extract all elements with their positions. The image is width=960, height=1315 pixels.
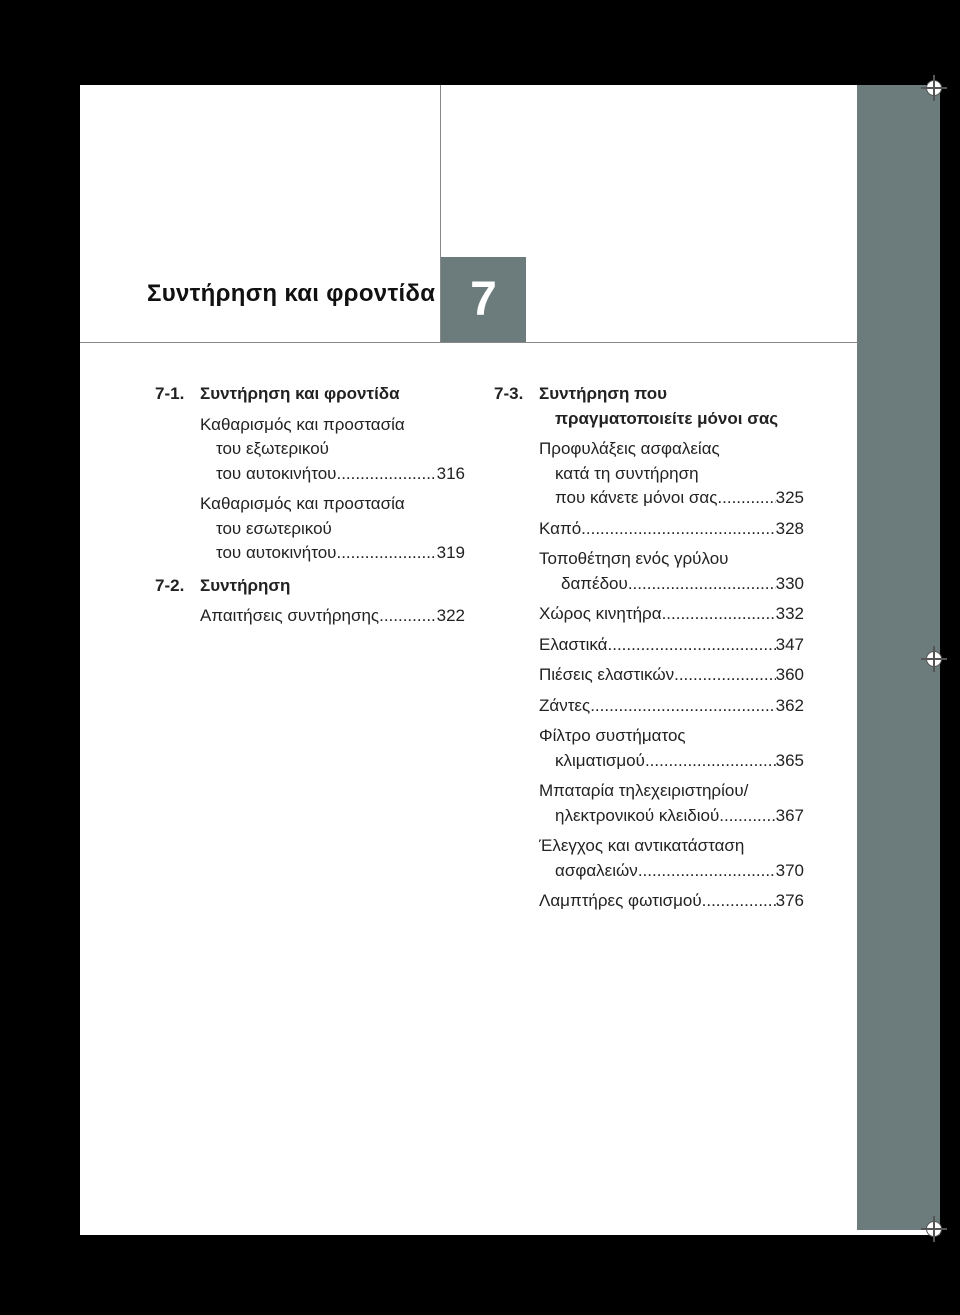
- entry-line: Πιέσεις ελαστικών: [539, 665, 675, 684]
- section-title-block: [539, 382, 804, 431]
- entry-line: ηλεκτρονικού κλειδιού: [555, 805, 720, 825]
- entry-line: Χώρος κινητήρα: [539, 604, 662, 623]
- toc-entry[interactable]: [539, 633, 804, 658]
- section-number: 7-2.: [155, 575, 185, 595]
- entry-line: Φίλτρο συστήματος: [539, 726, 686, 745]
- toc-entry[interactable]: [539, 663, 804, 688]
- entry-leader-line: [539, 859, 804, 884]
- entry-leader-line: [539, 572, 804, 597]
- entry-leader-line: [539, 602, 804, 627]
- page-number: 322: [436, 606, 465, 625]
- entry-leader-line: [200, 604, 465, 629]
- chapter-title: Συντήρηση και φροντίδα: [147, 280, 436, 307]
- leader-dots: [628, 572, 776, 597]
- toc-entry[interactable]: [200, 413, 465, 487]
- toc-entry[interactable]: [200, 492, 465, 566]
- entry-line: κλιματισμού: [555, 750, 645, 770]
- entry-line: ασφαλειών: [555, 860, 638, 880]
- section-title: πραγματοποιείτε μόνοι σας: [555, 408, 779, 428]
- page-number: 319: [436, 543, 465, 562]
- leader-dots: [379, 604, 437, 629]
- entry-leader-line: [539, 663, 804, 688]
- leader-dots: [717, 486, 775, 511]
- toc-entry[interactable]: [200, 604, 465, 629]
- toc-entry[interactable]: [539, 517, 804, 542]
- entry-line: Απαιτήσεις συντήρησης: [200, 606, 380, 625]
- toc-entry[interactable]: [539, 602, 804, 627]
- entry-leader-line: [539, 633, 804, 658]
- toc-entry[interactable]: [539, 779, 804, 828]
- registration-mark-icon: [926, 80, 942, 96]
- entry-line: του αυτοκινήτου: [216, 463, 337, 483]
- registration-mark-icon: [926, 651, 942, 667]
- toc-section-heading[interactable]: [155, 382, 465, 407]
- page-number: 362: [775, 695, 804, 715]
- toc-entry[interactable]: [539, 889, 804, 914]
- leader-dots: [719, 804, 775, 829]
- entry-line: του εξωτερικού: [216, 439, 329, 458]
- section-title: Συντήρηση και φροντίδα: [200, 384, 400, 403]
- entry-line: του εσωτερικού: [216, 518, 332, 538]
- header-divider-horizontal: [80, 342, 858, 343]
- page-number: 347: [775, 634, 804, 654]
- page-number: 316: [436, 463, 465, 483]
- page-number: 325: [775, 488, 804, 507]
- section-number: 7-1.: [155, 384, 185, 403]
- page-number: 367: [775, 805, 804, 825]
- section-title: Συντήρηση που: [539, 384, 667, 403]
- entry-line: Ζάντες: [539, 695, 591, 715]
- entry-line: δαπέδου: [561, 573, 628, 593]
- leader-dots: [590, 694, 775, 719]
- leader-dots: [638, 859, 776, 884]
- leader-dots: [336, 541, 436, 566]
- toc-entry[interactable]: [539, 724, 804, 773]
- entry-leader-line: [539, 804, 804, 829]
- page-number: 370: [775, 860, 804, 880]
- toc-entry[interactable]: [539, 437, 804, 511]
- toc-section-heading[interactable]: [155, 574, 465, 599]
- page-number: 332: [775, 604, 804, 623]
- leader-dots: [336, 462, 436, 487]
- entry-line: Καθαρισμός και προστασία: [200, 494, 405, 513]
- leader-dots: [645, 749, 776, 774]
- leader-dots: [662, 602, 776, 627]
- toc-entry[interactable]: [539, 547, 804, 596]
- section-title: Συντήρηση: [200, 575, 291, 595]
- entry-line: Έλεγχος και αντικατάσταση: [539, 836, 745, 855]
- toc-right-column: [494, 382, 804, 920]
- entry-leader-line: [539, 486, 804, 511]
- registration-mark-icon: [926, 1221, 942, 1237]
- entry-leader-line: [200, 541, 465, 566]
- entry-leader-line: [539, 749, 804, 774]
- toc-left-column: [155, 382, 465, 635]
- page-number: 360: [775, 665, 804, 684]
- toc-entry[interactable]: [539, 834, 804, 883]
- entry-line: Λαμπτήρες φωτισμού: [539, 891, 702, 910]
- entry-line: Καπό: [539, 518, 582, 538]
- toc-section-heading[interactable]: [494, 382, 804, 431]
- entry-line: Καθαρισμός και προστασία: [200, 414, 405, 434]
- leader-dots: [581, 517, 775, 542]
- entry-line: του αυτοκινήτου: [216, 543, 337, 562]
- entry-leader-line: [539, 889, 804, 914]
- section-number: 7-3.: [494, 384, 524, 403]
- entry-line: Μπαταρία τηλεχειριστηρίου/: [539, 781, 749, 800]
- entry-line: που κάνετε μόνοι σας: [555, 488, 718, 507]
- leader-dots: [608, 633, 776, 658]
- entry-line: Τοποθέτηση ενός γρύλου: [539, 549, 729, 568]
- entry-line: Ελαστικά: [539, 634, 608, 654]
- page-number: 330: [775, 573, 804, 593]
- entry-leader-line: [539, 517, 804, 542]
- chapter-number: 7: [441, 257, 526, 342]
- leader-dots: [702, 889, 776, 914]
- page-number: 328: [775, 518, 804, 538]
- toc-entry[interactable]: [539, 694, 804, 719]
- entry-leader-line: [200, 462, 465, 487]
- page-number: 376: [775, 891, 804, 910]
- entry-line: κατά τη συντήρηση: [555, 463, 699, 483]
- leader-dots: [674, 663, 776, 688]
- page-number: 365: [775, 750, 804, 770]
- entry-leader-line: [539, 694, 804, 719]
- entry-line: Προφυλάξεις ασφαλείας: [539, 439, 720, 458]
